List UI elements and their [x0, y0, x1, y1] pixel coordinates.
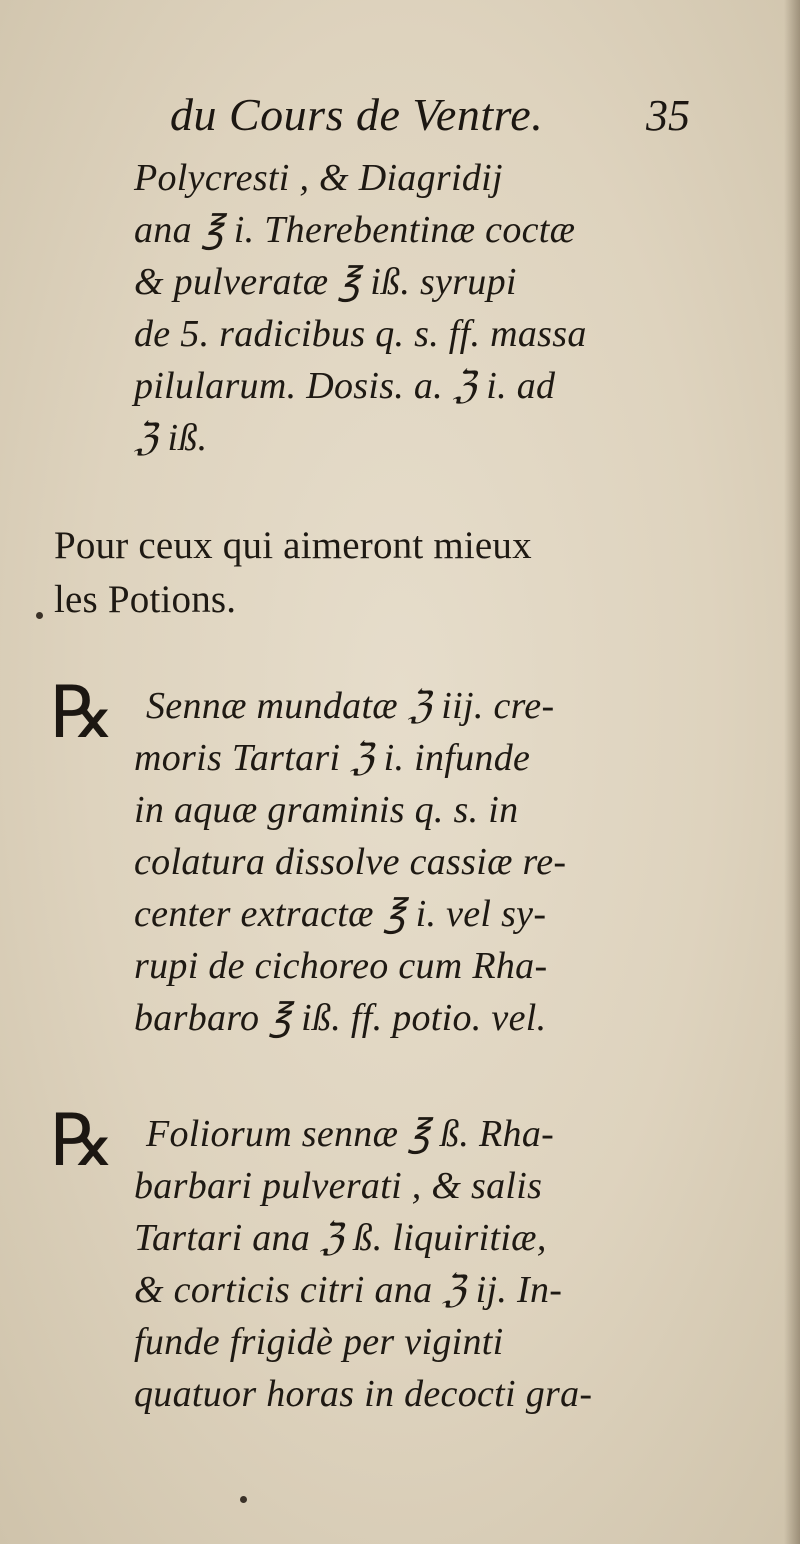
ink-speck — [240, 1496, 247, 1503]
recipe-line: & corticis citri ana ℨ ij. In- — [134, 1269, 563, 1311]
recipe-line: rupi de cichoreo cum Rha- — [134, 945, 548, 987]
recipe-line: Foliorum sennæ ℥ ß. Rha- — [146, 1113, 555, 1155]
recipe-line: quatuor horas in decocti gra- — [134, 1373, 593, 1415]
recipe-symbol: ℞ — [50, 1098, 115, 1182]
recipe-line: funde frigidè per viginti — [134, 1321, 504, 1363]
page-number: 35 — [646, 91, 690, 140]
recipe-line: moris Tartari ℨ i. infunde — [134, 737, 531, 779]
recipe-line: barbari pulverati , & salis — [134, 1165, 543, 1207]
recipe-line: in aquæ graminis q. s. in — [134, 789, 519, 831]
page-edge-shadow — [784, 0, 800, 1544]
text-line: ℨ iß. — [134, 417, 208, 459]
text-line: ana ℥ i. Therebentinæ coctæ — [134, 209, 576, 251]
recipe-line: Sennæ mundatæ ℨ iij. cre- — [146, 685, 555, 727]
heading-line: Pour ceux qui aimeront mieux — [54, 524, 532, 567]
recipe-line: center extractæ ℥ i. vel sy- — [134, 893, 547, 935]
ink-speck — [36, 612, 43, 619]
heading-line: les Potions. — [54, 578, 237, 621]
recipe-line: colatura dissolve cassiæ re- — [134, 841, 567, 883]
recipe-line: barbaro ℥ iß. ff. potio. vel. — [134, 997, 547, 1039]
recipe-symbol: ℞ — [50, 670, 115, 754]
text-line: de 5. radicibus q. s. ff. massa — [134, 313, 587, 355]
running-head: du Cours de Ventre. — [170, 89, 544, 140]
text-line: Polycresti , & Diagridij — [134, 157, 503, 199]
page-header — [170, 88, 690, 158]
text-line: & pulveratæ ℥ iß. syrupi — [134, 261, 517, 303]
recipe-line: Tartari ana ℨ ß. liquiritiæ, — [134, 1217, 547, 1259]
text-line: pilularum. Dosis. a. ℨ i. ad — [134, 365, 556, 407]
